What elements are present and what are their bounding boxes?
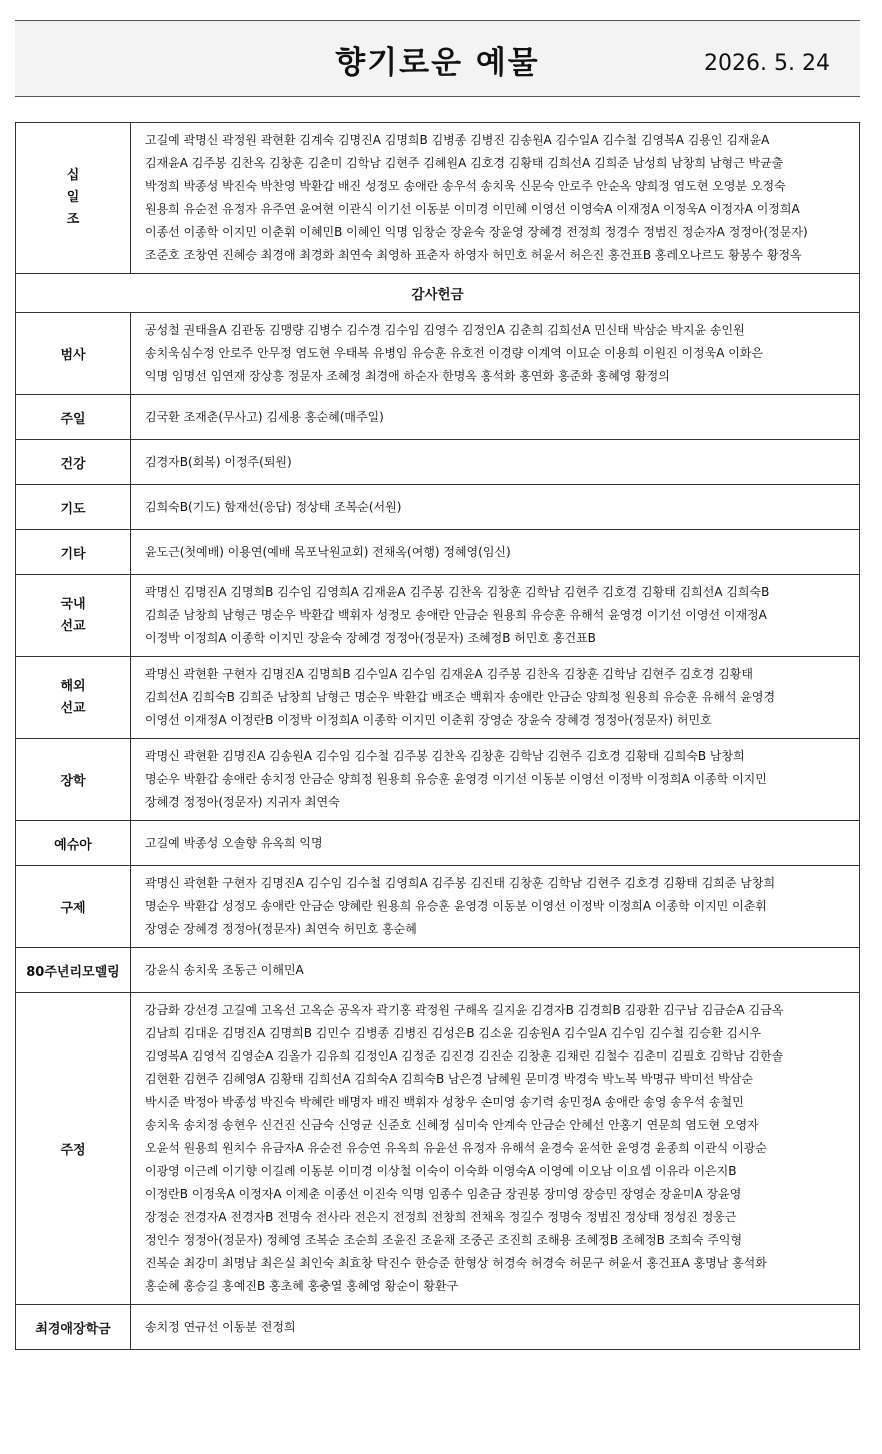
table-row — [16, 575, 860, 657]
row-names: 강윤식 송치욱 조동근 이해민A — [131, 948, 860, 993]
table-row — [16, 1305, 860, 1350]
table-row — [16, 313, 860, 395]
row-names: 곽명신 곽현환 김명진A 김송원A 김수임 김수철 김주봉 김찬옥 김창훈 김학남 김현주 김호경 김황태 김희숙B 남창희 명순우 박환갑 송애란 송치정 안금순 양희정 원용희 유승훈 윤영경 이기선 이동분 이영선 이정박 이정희A 이종학 이지민 장혜경 정정아(정문자) 지귀자 최연숙 — [131, 739, 860, 821]
row-names: 공성철 권태율A 김관동 김맹량 김병수 김수경 김수임 김영수 김정인A 김춘희 김희선A 민신태 박삼순 박지윤 송인원 송치욱심수정 안로주 안무정 염도현 우태복 유병임 유승훈 유호전 이경량 이계역 이묘순 이용희 이원진 이정욱A 이화은 익명 임명선 임연재 장상흥 정문자 조혜정 최경애 하순자 한명옥 홍석화 홍연화 홍준화 홍혜영 황정의 — [131, 313, 860, 395]
row-label: 국내 선교 — [16, 575, 131, 657]
table-row — [16, 739, 860, 821]
section-title-thanks: 감사헌금 — [16, 274, 860, 313]
row-names: 곽명신 곽현환 구현자 김명진A 김명희B 김수일A 김수임 김재윤A 김주봉 김찬옥 김창훈 김학남 김현주 김호경 김황태 김희선A 김희숙B 김희준 남창희 남형근 명순우 박환갑 배조순 백휘자 송애란 안금순 양희정 원용희 유승훈 유해석 윤영경 이영선 이재정A 이정란B 이정박 이정희A 이종학 이지민 이춘휘 장영순 장윤숙 장혜경 정정아(정문자) 허민호 — [131, 657, 860, 739]
table-row — [16, 821, 860, 866]
table-row — [16, 485, 860, 530]
row-names: 고길예 박종성 오솔향 유옥희 익명 — [131, 821, 860, 866]
row-label: 주정 — [16, 993, 131, 1305]
table-row — [16, 866, 860, 948]
table-row — [16, 395, 860, 440]
row-label-tithe: 십 일 조 — [16, 123, 131, 274]
row-label: 범사 — [16, 313, 131, 395]
row-label: 주일 — [16, 395, 131, 440]
row-label: 해외 선교 — [16, 657, 131, 739]
row-names-tithe: 고길예 곽명신 곽정원 곽현환 김계숙 김명진A 김명희B 김병종 김병진 김송원A 김수일A 김수철 김영복A 김용인 김재윤A 김재윤A 김주봉 김찬옥 김창훈 김춘미 김학남 김현주 김혜원A 김호경 김황태 김희선A 김희준 남성희 남창희 남형근 박균출 박정희 박종성 박진숙 박찬영 박환갑 배진 성정모 송애란 송우석 송치욱 신문숙 안로주 안순옥 양희정 염도현 오영분 오정숙 원용희 유순전 유정자 유주연 윤여현 이관식 이기선 이동분 이미경 이민혜 이영선 이영숙A 이재정A 이정욱A 이정자A 이정희A 이종선 이종학 이지민 이춘휘 이혜민B 이혜인 익명 임창순 장윤숙 장윤영 장혜경 전정희 정경수 정범진 정순자A 정정아(정문자) 조준호 조창연 진혜승 최경애 최경화 최연숙 최영하 표춘자 하영자 허민호 허윤서 허은진 홍건표B 홍레오나르도 황봉수 황정옥 — [131, 123, 860, 274]
row-label: 80주년리모델링 — [16, 948, 131, 993]
row-names: 송치정 연규선 이동분 전정희 — [131, 1305, 860, 1350]
row-names: 김경자B(회복) 이정주(퇴원) — [131, 440, 860, 485]
table-row — [16, 530, 860, 575]
row-names: 곽명신 김명진A 김명희B 김수임 김영희A 김재윤A 김주봉 김찬옥 김창훈 김학남 김현주 김호경 김황태 김희선A 김희숙B 김희준 남창희 남형근 명순우 박환갑 백휘자 성정모 송애란 안금순 원용희 유승훈 유해석 윤영경 이기선 이영선 이재정A 이정박 이정희A 이종학 이지민 장윤숙 장혜경 정정아(정문자) 조혜정B 허민호 홍건표B — [131, 575, 860, 657]
table-row — [16, 657, 860, 739]
row-label: 예슈아 — [16, 821, 131, 866]
row-names: 김희숙B(기도) 함재선(응답) 정상태 조복순(서원) — [131, 485, 860, 530]
row-names: 강금화 강선경 고길예 고옥선 고옥순 공옥자 곽기홍 곽정원 구해옥 길지윤 김경자B 김경희B 김광환 김구남 김금순A 김금옥 김남희 김대운 김명진A 김명희B 김민수 김병종 김병진 김성은B 김소윤 김송원A 김수일A 김수임 김수철 김승환 김시우 김영복A 김영석 김영순A 김올가 김유희 김정인A 김정준 김진경 김진순 김창훈 김채린 김철수 김춘미 김필호 김학남 김한솔 김현환 김현주 김혜영A 김황태 김희선A 김희숙A 김희숙B 남은경 남혜원 문미경 박경숙 박노복 박명규 박미선 박삼순 박시준 박정아 박종성 박진숙 박혜란 배명자 배진 백휘자 성창우 손미영 송기력 송민정A 송애란 송영 송우석 송철민 송치욱 송치정 송현우 신건진 신금숙 신영균 신준호 신혜정 심미숙 안계숙 안금순 안혜선 안홍기 연문희 염도현 오영자 오윤석 원용희 원치수 유금자A 유순전 유승연 유옥희 유윤선 유정자 유해석 윤경숙 윤석한 윤영경 윤종희 이관식 이광순 이광영 이근례 이기향 이길례 이동분 이미경 이상철 이숙이 이숙화 이영숙A 이영예 이오남 이요셉 이유라 이은지B 이정란B 이정욱A 이정자A 이제춘 이종선 이진숙 익명 임종수 임춘금 장권봉 장미영 장승민 장영순 장윤미A 장윤영 장정순 전경자A 전경자B 전명숙 전사라 전은지 전정희 전창희 전채옥 정길수 정명숙 정범진 정상태 정성진 정웅근 정인수 정정아(정문자) 정혜영 조복순 조순희 조윤진 조윤채 조중곤 조진희 조해용 조혜정B 조혜정B 조희숙 주익형 진복순 최강미 최명남 최은실 최인숙 최효창 탁진수 한승준 한형상 허경숙 허경숙 허문구 허윤서 홍건표A 홍명남 홍석화 홍순혜 홍승길 홍예진B 홍초혜 홍충열 홍혜영 황순이 황환구 — [131, 993, 860, 1305]
table-row — [16, 948, 860, 993]
table-row — [16, 440, 860, 485]
table-row-tithe — [16, 123, 860, 274]
row-label: 구제 — [16, 866, 131, 948]
section-header-row — [16, 274, 860, 313]
row-label: 기도 — [16, 485, 131, 530]
row-names: 김국환 조재춘(무사고) 김세용 홍순혜(매주일) — [131, 395, 860, 440]
row-label: 장학 — [16, 739, 131, 821]
row-names: 윤도근(첫예배) 이용연(예배 목포낙원교회) 전채옥(여행) 정혜영(임신) — [131, 530, 860, 575]
table-row — [16, 993, 860, 1305]
page-title: 향기로운 예물 — [335, 45, 540, 81]
row-names: 곽명신 곽현환 구현자 김명진A 김수임 김수철 김영희A 김주봉 김진태 김창훈 김학남 김현주 김호경 김황태 김희준 남창희 명순우 박환갑 성정모 송애란 안금순 양혜란 원용희 유승훈 윤영경 이동분 이영선 이정박 이정희A 이종학 이지민 이춘휘 장영순 장혜경 정정아(정문자) 최연숙 허민호 홍순혜 — [131, 866, 860, 948]
row-label: 건강 — [16, 440, 131, 485]
row-label: 최경애장학금 — [16, 1305, 131, 1350]
page-header — [15, 20, 860, 97]
page-date: 2026. 5. 24 — [704, 51, 830, 76]
row-label: 기타 — [16, 530, 131, 575]
offering-table — [15, 122, 860, 1350]
